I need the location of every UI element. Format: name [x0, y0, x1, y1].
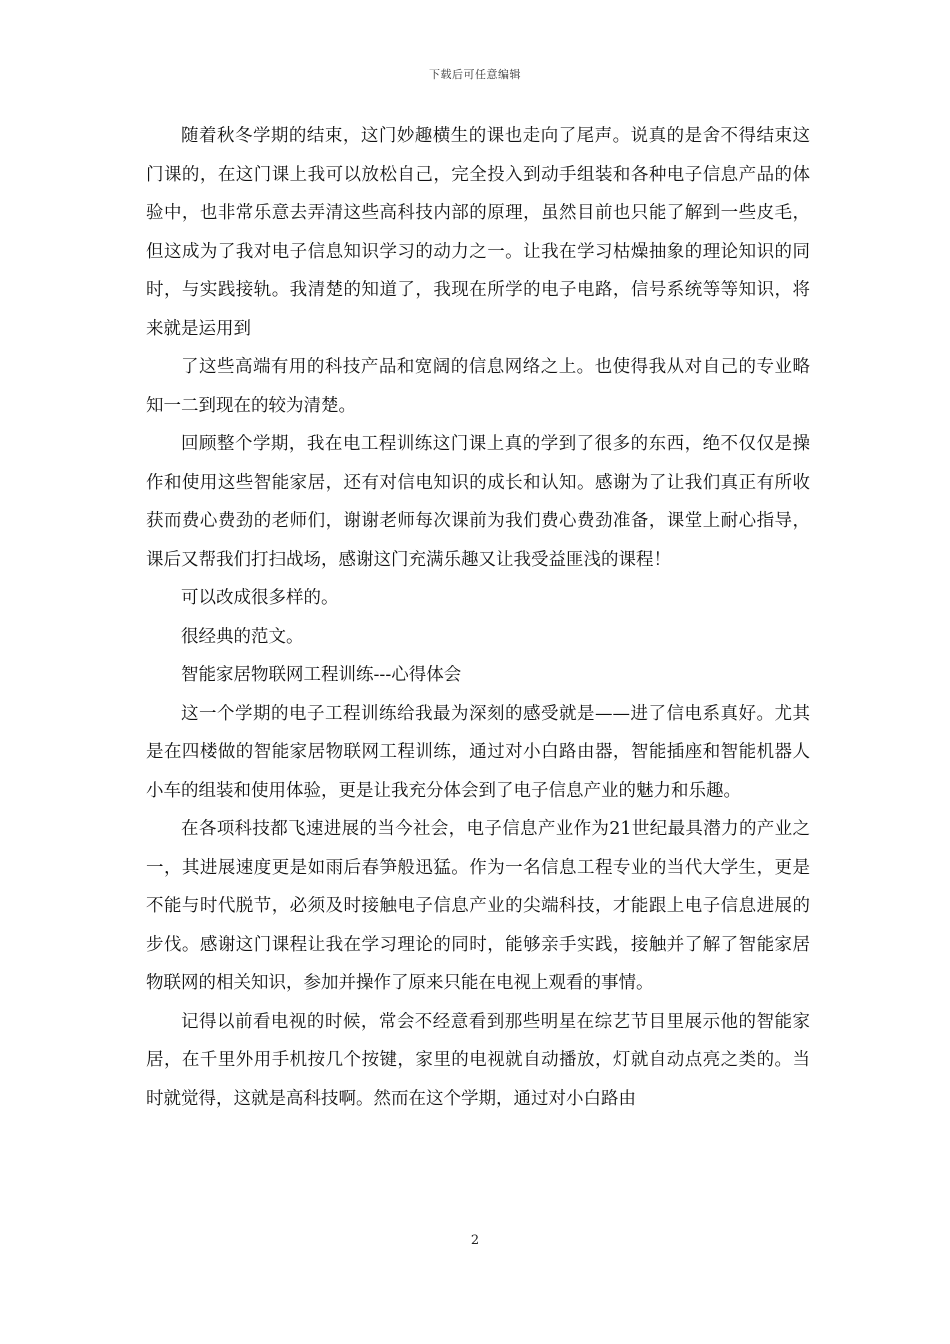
- paragraph-6: 这一个学期的电子工程训练给我最为深刻的感受就是——进了信电系真好。尤其是在四楼做的智能家居物联网工程训练，通过对小白路由器，智能插座和智能机器人小车的组装和使用体验，更是让我充分体会到了电子信息产业的魅力和乐趣。: [146, 703, 810, 801]
- paragraph-8: 记得以前看电视的时候，常会不经意看到那些明星在综艺节目里展示他的智能家居，在千里外用手机按几个按键，家里的电视就自动播放，灯就自动点亮之类的。当时就觉得，这就是高科技啊。然而在这个学期，通过对小白路由: [146, 1011, 810, 1109]
- paragraph-5: 很经典的范文。: [181, 626, 304, 647]
- paragraph-3: 回顾整个学期，我在电工程训练这门课上真的学到了很多的东西，绝不仅仅是操作和使用这些智能家居，还有对信电知识的成长和认知。感谢为了让我们真正有所收获而费心费劲的老师们，谢谢老师每次课前为我们费心费劲准备，课堂上耐心指导，课后又帮我们打扫战场，感谢这门充满乐趣又让我受益匪浅的课程！: [146, 434, 810, 570]
- section-heading: 智能家居物联网工程训练---心得体会: [181, 665, 462, 685]
- paragraph-1: 随着秋冬学期的结束，这门妙趣横生的课也走向了尾声。说真的是舍不得结束这门课的，在这门课上我可以放松自己，完全投入到动手组装和各种电子信息产品的体验中，也非常乐意去弄清这些高科技内部的原理，虽然目前也只能了解到一些皮毛，但这成为了我对电子信息知识学习的动力之一。让我在学习枯燥抽象的理论知识的同时，与实践接轨。我清楚的知道了，我现在所学的电子电路，信号系统等等知识，将来就是运用到: [146, 126, 810, 339]
- document-body: [146, 117, 810, 1118]
- page-number: 2: [470, 1233, 480, 1248]
- paragraph-4: 可以改成很多样的。: [181, 588, 339, 608]
- paragraph-7: 在各项科技都飞速进展的当今社会，电子信息产业作为21世纪最具潜力的产业之一，其进展速度更是如雨后春笋般迅猛。作为一名信息工程专业的当代大学生，更是不能与时代脱节，必须及时接触电子信息产业的尖端科技，才能跟上电子信息进展的步伐。感谢这门课程让我在学习理论的同时，能够亲手实践，接触并了解了智能家居物联网的相关知识，参加并操作了原来只能在电视上观看的事情。: [146, 819, 810, 993]
- page-header: 下载后可任意编辑: [429, 68, 521, 81]
- paragraph-2: 了这些高端有用的科技产品和宽阔的信息网络之上。也使得我从对自己的专业略知一二到现在的较为清楚。: [146, 357, 810, 416]
